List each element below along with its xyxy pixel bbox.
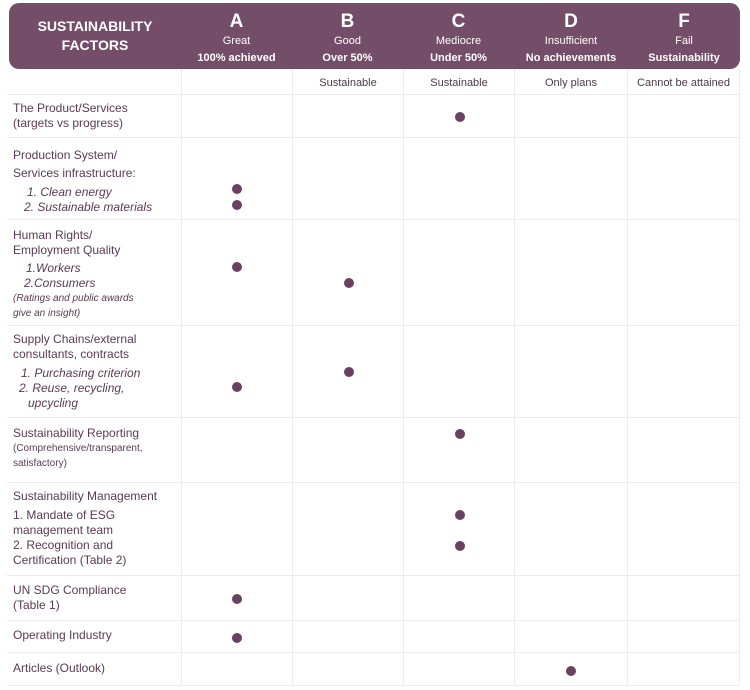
rating-dot	[232, 184, 242, 194]
rating-dot	[344, 278, 354, 288]
rating-dot	[232, 262, 242, 272]
grid-line	[7, 325, 740, 326]
grid-line	[7, 219, 740, 220]
rating-dot	[232, 594, 242, 604]
grid-line	[292, 69, 293, 686]
rating-dot	[455, 112, 465, 122]
grid-line	[7, 652, 740, 653]
rating-dot	[455, 429, 465, 439]
grid-line	[181, 69, 182, 686]
grid-line	[7, 137, 740, 138]
grid-line	[7, 575, 740, 576]
subheader-b: Sustainable	[319, 77, 377, 89]
rating-dot	[455, 510, 465, 520]
grade-c-header: C Mediocre Under 50%	[430, 11, 487, 64]
grid-line	[403, 69, 404, 686]
rating-dot	[232, 382, 242, 392]
rating-dot	[232, 200, 242, 210]
row-label-sustainability-management: Sustainability Management 1. Mandate of ESG management team 2. Recognition and Certification (Table 2)	[13, 489, 158, 567]
grid-line	[627, 69, 628, 686]
grade-d-header: D Insufficient No achievements	[525, 11, 617, 64]
grade-f-header: F Fail Sustainability	[648, 11, 720, 64]
rating-dot	[232, 633, 242, 643]
grid-line	[7, 94, 740, 95]
grid-line	[739, 69, 740, 686]
grade-a-header: A Great 100% achieved	[197, 11, 276, 64]
grid-line	[7, 685, 740, 686]
row-label-articles: Articles (Outlook)	[13, 661, 106, 675]
row-label-supply-chains: Supply Chains/external consultants, contracts 1. Purchasing criterion 2. Reuse, recycling, upcycling	[13, 332, 141, 410]
row-label-production-system: Production System/ Services infrastructure: 1. Clean energy 2. Sustainable materials	[13, 148, 153, 214]
grid-line	[7, 620, 740, 621]
grade-b-header: B Good Over 50%	[322, 11, 373, 64]
grade-header-bar	[9, 3, 740, 69]
factors-heading: SUSTAINABILITY FACTORS	[37, 18, 153, 53]
subheader-f: Cannot be attained	[637, 77, 730, 89]
grid-line	[7, 482, 740, 483]
grid-line	[7, 417, 740, 418]
row-label-un-sdg: UN SDG Compliance (Table 1)	[13, 583, 127, 612]
rating-dot	[566, 666, 576, 676]
subheader-d: Only plans	[545, 77, 597, 89]
rating-dot	[344, 367, 354, 377]
subheader-c: Sustainable	[430, 77, 488, 89]
row-label-product-services: The Product/Services (targets vs progress)	[13, 101, 128, 130]
row-label-human-rights: Human Rights/ Employment Quality 1.Workers 2.Consumers (Ratings and public awards give an insight)	[13, 228, 134, 319]
row-label-operating-industry: Operating Industry	[13, 628, 112, 642]
row-label-sustainability-reporting: Sustainability Reporting (Comprehensive/transparent, satisfactory)	[13, 426, 143, 469]
grid-line	[514, 69, 515, 686]
rating-dot	[455, 541, 465, 551]
